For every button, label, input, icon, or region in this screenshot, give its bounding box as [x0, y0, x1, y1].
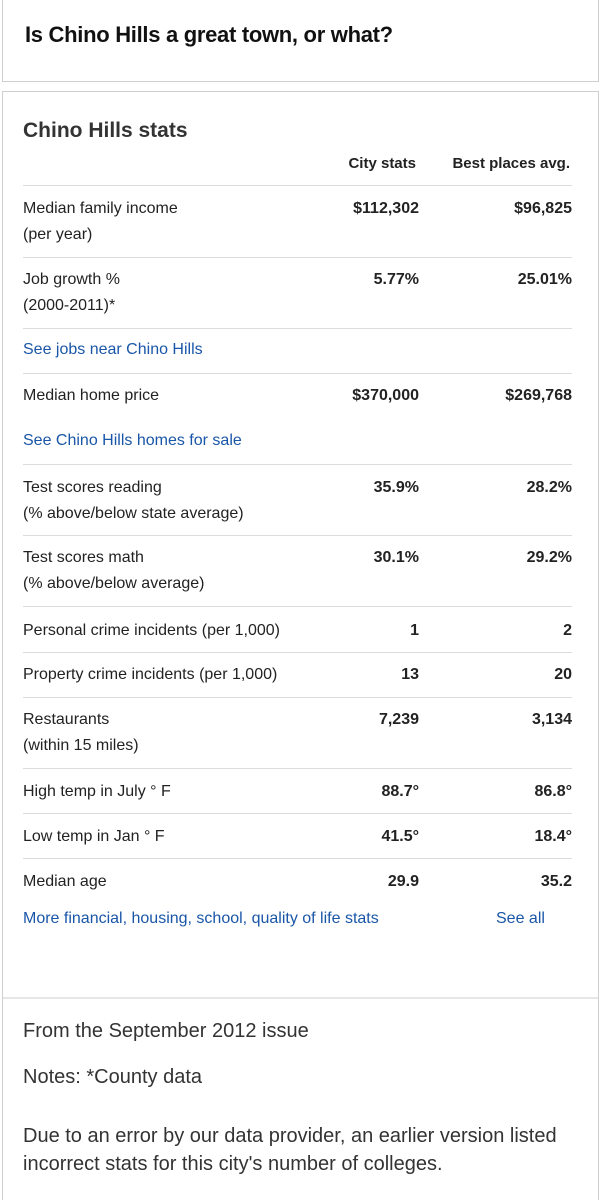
city-value: 5.77%	[373, 271, 419, 288]
city-value: $370,000	[352, 387, 419, 404]
divider	[23, 813, 572, 814]
best-value: 29.2%	[526, 549, 572, 566]
row-label: Median family income	[23, 200, 178, 217]
divider	[23, 697, 572, 698]
row-sublabel: (within 15 miles)	[23, 737, 139, 754]
divider	[23, 535, 572, 536]
best-value: 28.2%	[526, 479, 572, 496]
row-sublabel: (per year)	[23, 226, 93, 243]
best-value: 25.01%	[517, 271, 572, 288]
best-value: $96,825	[514, 200, 572, 217]
divider	[23, 373, 572, 374]
row-label: Restaurants	[23, 711, 110, 728]
city-value: 88.7°	[381, 783, 419, 800]
best-value: 86.8°	[534, 783, 572, 800]
column-header-city: City stats	[348, 155, 416, 172]
best-value: 18.4°	[534, 828, 572, 845]
city-value: 29.9	[387, 873, 419, 890]
city-value: $112,302	[353, 200, 419, 217]
city-value: 41.5°	[381, 828, 419, 845]
county-note: Notes: *County data	[23, 1066, 202, 1088]
divider	[23, 328, 572, 329]
city-value: 30.1%	[373, 549, 419, 566]
row-label: Median home price	[23, 387, 160, 404]
page-title: Is Chino Hills a great town, or what?	[25, 22, 393, 47]
best-value: 2	[563, 622, 572, 639]
row-label: Job growth %	[23, 271, 120, 288]
best-value: 35.2	[540, 873, 572, 890]
divider	[23, 257, 572, 258]
row-label: Test scores math	[23, 549, 144, 566]
row-label: Test scores reading	[23, 479, 162, 496]
row-label: High temp in July ° F	[23, 783, 171, 800]
headline-box	[2, 0, 599, 82]
stats-panel	[2, 91, 599, 1200]
best-value: 20	[554, 666, 572, 683]
city-value: 1	[410, 622, 419, 639]
divider	[23, 464, 572, 465]
city-value: 35.9%	[373, 479, 419, 496]
row-label: Personal crime incidents (per 1,000)	[23, 622, 281, 639]
jobs-link[interactable]: See jobs near Chino Hills	[23, 341, 203, 358]
row-label: Median age	[23, 873, 107, 890]
row-sublabel: (2000-2011)*	[23, 297, 116, 314]
stats-title: Chino Hills stats	[23, 119, 188, 142]
divider	[23, 768, 572, 769]
best-value: $269,768	[505, 387, 572, 404]
divider	[23, 185, 572, 186]
row-label: Property crime incidents (per 1,000)	[23, 666, 278, 683]
city-value: 13	[401, 666, 419, 683]
correction-note: Due to an error by our data provider, an earlier version listed incorrect stats for this city's number of colleges.	[23, 1125, 557, 1175]
row-sublabel: (% above/below average)	[23, 575, 205, 592]
city-value: 7,239	[378, 711, 419, 728]
footer-divider	[3, 997, 598, 999]
more-stats-link[interactable]: More financial, housing, school, quality of life stats	[23, 910, 379, 927]
homes-link[interactable]: See Chino Hills homes for sale	[23, 432, 242, 449]
divider	[23, 606, 572, 607]
row-sublabel: (% above/below state average)	[23, 505, 244, 522]
divider	[23, 652, 572, 653]
see-all-link[interactable]: See all	[496, 910, 545, 927]
best-value: 3,134	[531, 711, 572, 728]
row-label: Low temp in Jan ° F	[23, 828, 165, 845]
divider	[23, 858, 572, 859]
column-header-best: Best places avg.	[452, 155, 570, 172]
issue-note: From the September 2012 issue	[23, 1020, 309, 1042]
